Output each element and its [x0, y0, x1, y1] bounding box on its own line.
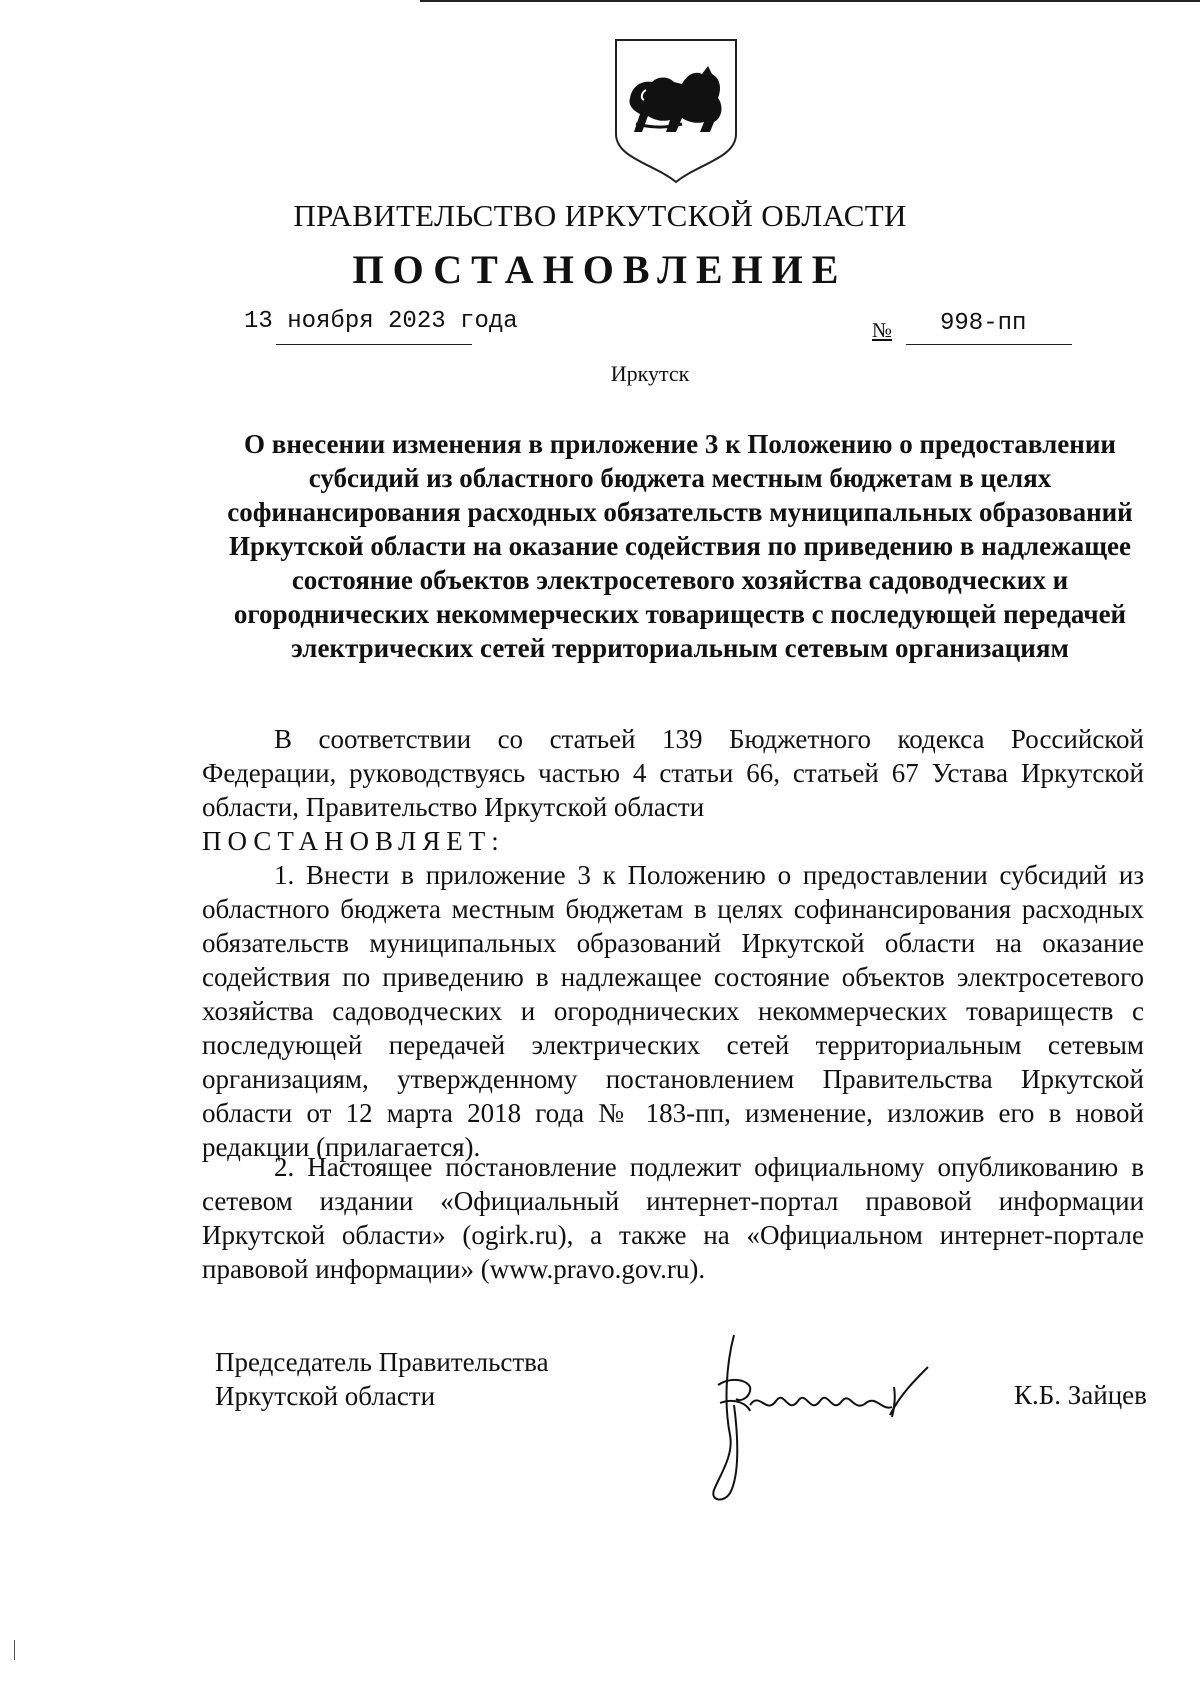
decree-word: ПОСТАНОВЛЯЕТ:: [202, 826, 505, 856]
number-label: №: [872, 318, 893, 342]
irkutsk-coat-of-arms-icon: [612, 36, 740, 184]
handwritten-signature-icon: [690, 1325, 960, 1505]
item-1-paragraph: 1. Внести в приложение 3 к Положению о предоставлении субсидий из областного бюджета местным бюджетам в целях софинансирования расходных обязательств муниципальных образований Иркутской области на оказание содействия по приведению в надлежащее состояние объектов электросетевого хозяйства садоводческих и огороднических некоммерческих товариществ с последующей передачей электрических сетей территориальным сетевым организациям, утвержденному постановлением Правительства Иркутской области от 12 марта 2018 года № 183-пп, изменение, изложив его в новой редакции (прилагается).: [202, 860, 1144, 1162]
item-2-paragraph: 2. Настоящее постановление подлежит официальному опубликованию в сетевом издании «Официальный интернет-портал правовой информации Иркутской области» (ogirk.ru), а также на «Официальном интернет-портале правовой информации» (www.pravo.gov.ru).: [202, 1152, 1144, 1284]
date-underline: [276, 344, 472, 345]
signatory-position-line1: Председатель Правительства: [215, 1347, 549, 1377]
signatory-position: [215, 1345, 549, 1413]
intro-paragraph: В соответствии со статьей 139 Бюджетного кодекса Российской Федерации, руководствуясь частью 4 статьи 66, статьей 67 Устава Иркутской области, Правительство Иркутской области: [202, 724, 1144, 822]
organization-title: ПРАВИТЕЛЬСТВО ИРКУТСКОЙ ОБЛАСТИ: [293, 198, 907, 233]
document-type-title: ПОСТАНОВЛЕНИЕ: [352, 247, 848, 292]
document-number: 998-пп: [940, 310, 1027, 337]
scan-margin-mark: [14, 1640, 15, 1660]
document-subject: О внесении изменения в приложение 3 к Положению о предоставлении субсидий из областного бюджета местным бюджетам в целях софинансирования расходных обязательств муниципальных образований Иркутской области на оказание содействия по приведению в надлежащее состояние объектов электросетевого хозяйства садоводческих и огороднических некоммерческих товариществ с последующей передачей электрических сетей территориальным сетевым организациям: [227, 429, 1133, 663]
scan-edge-line: [420, 0, 1200, 2]
signatory-position-line2: Иркутской области: [215, 1381, 436, 1411]
document-date: 13 ноября 2023 года: [244, 308, 518, 335]
signatory-name: К.Б. Зайцев: [1014, 1380, 1147, 1410]
number-underline: [906, 344, 1072, 345]
city-name: Иркутск: [610, 361, 690, 386]
